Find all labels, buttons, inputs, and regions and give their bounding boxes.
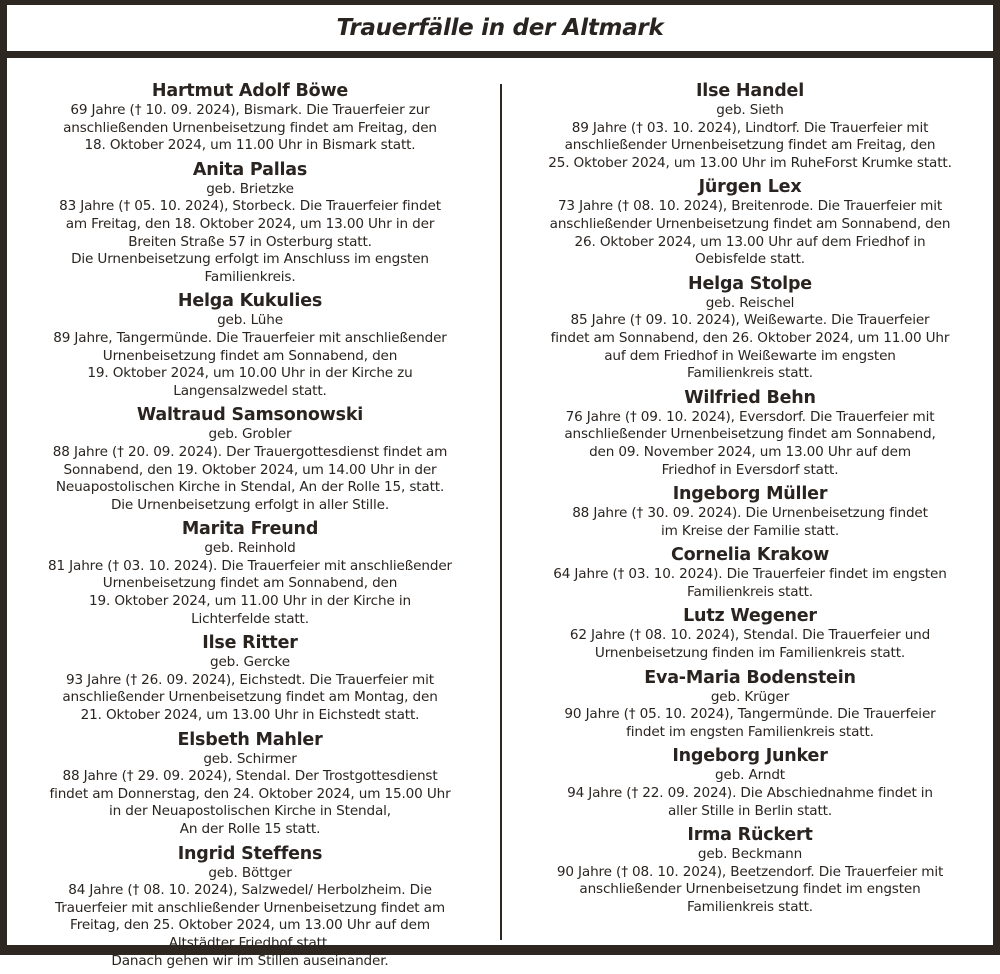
- obituary-entry: [507, 745, 993, 820]
- obituary-maiden-name: geb. Schirmer: [203, 750, 297, 767]
- obituary-entry: [507, 273, 993, 383]
- obituary-entry: [507, 824, 993, 916]
- obituary-text-line: Langensalzwedel statt.: [173, 382, 327, 399]
- obituary-entry: [7, 404, 493, 514]
- obituary-text-line: Urnenbeisetzung findet am Sonnabend, den: [102, 347, 398, 364]
- obituary-text-line: 88 Jahre († 20. 09. 2024). Der Trauergottesdienst findet am: [52, 443, 448, 460]
- obituary-name: Ilse Handel: [696, 81, 804, 101]
- obituary-name: Cornelia Krakow: [670, 545, 830, 566]
- page-title: Trauerfälle in der Altmark: [336, 15, 664, 41]
- obituary-maiden-name: geb. Grobler: [208, 426, 292, 443]
- obituary-text-line: 89 Jahre († 03. 10. 2024), Lindtorf. Die Trauerfeier mit: [571, 119, 929, 136]
- obituary-entry: [7, 159, 493, 287]
- obituary-text-line: Die Urnenbeisetzung erfolgt in aller Stille.: [110, 496, 390, 513]
- obituary-text-line: 83 Jahre († 05. 10. 2024), Storbeck. Die Trauerfeier findet: [59, 198, 441, 215]
- obituary-name: Wilfried Behn: [684, 387, 816, 408]
- obituary-text-line: 62 Jahre († 08. 10. 2024), Stendal. Die Trauerfeier und: [569, 627, 931, 644]
- obituary-text-line: anschließenden Urnenbeisetzung findet am Freitag, den: [63, 119, 437, 136]
- obituary-text-line: Familienkreis statt.: [687, 365, 813, 382]
- obituary-text-line: 94 Jahre († 22. 09. 2024). Die Abschiednahme findet in: [567, 785, 933, 802]
- obituary-maiden-name: geb. Reinhold: [204, 540, 296, 557]
- obituary-entry: [7, 290, 493, 400]
- obituary-maiden-name: geb. Böttger: [208, 864, 292, 881]
- obituary-text-line: anschließender Urnenbeisetzung findet am Sonnabend, den: [549, 215, 951, 232]
- obituary-maiden-name: geb. Arndt: [715, 767, 785, 784]
- obituary-panel: [7, 58, 993, 969]
- obituary-text-line: 69 Jahre († 10. 09. 2024), Bismark. Die Trauerfeier zur: [70, 102, 430, 118]
- obituary-text-line: 21. Oktober 2024, um 13.00 Uhr in Eichstedt statt.: [80, 707, 420, 724]
- obituary-text-line: Breiten Straße 57 in Osterburg statt.: [128, 233, 372, 250]
- obituary-text-line: 93 Jahre († 26. 09. 2024), Eichstedt. Die Trauerfeier mit: [66, 671, 434, 688]
- column-divider: [500, 84, 502, 940]
- obituary-text-line: Urnenbeisetzung findet am Sonnabend, den: [102, 575, 398, 592]
- obituary-text-line: im Kreise der Familie statt.: [660, 522, 840, 539]
- obituary-maiden-name: geb. Lühe: [217, 312, 283, 329]
- obituary-entry: [7, 843, 493, 971]
- obituary-text-line: Friedhof in Eversdorf statt.: [661, 461, 839, 478]
- obituary-text-line: 73 Jahre († 08. 10. 2024), Breitenrode. Die Trauerfeier mit: [557, 198, 943, 215]
- obituary-text-line: findet am Sonnabend, den 26. Oktober 2024, um 11.00 Uhr: [550, 329, 950, 346]
- obituary-text-line: anschließender Urnenbeisetzung findet am Freitag, den: [564, 137, 936, 154]
- obituary-name: Ingeborg Müller: [672, 484, 828, 505]
- obituary-text-line: 90 Jahre († 08. 10. 2024), Beetzendorf. Die Trauerfeier mit: [556, 863, 944, 880]
- obituary-entry: [507, 483, 993, 540]
- obituary-entry: [507, 667, 993, 742]
- obituary-text-line: Lichterfelde statt.: [191, 610, 309, 627]
- obituary-text-line: 90 Jahre († 05. 10. 2024), Tangermünde. Die Trauerfeier: [564, 706, 936, 723]
- obituary-text-line: 19. Oktober 2024, um 11.00 Uhr in der Kirche in: [89, 593, 411, 610]
- obituary-text-line: Familienkreis.: [204, 268, 296, 285]
- obituary-name: Jürgen Lex: [698, 177, 802, 198]
- obituary-text-line: 64 Jahre († 03. 10. 2024). Die Trauerfeier findet im engsten: [553, 566, 947, 583]
- obituary-text-line: Die Urnenbeisetzung erfolgt im Anschluss im engsten: [71, 251, 429, 268]
- obituary-text-line: 26. Oktober 2024, um 13.00 Uhr auf dem Friedhof in: [574, 233, 926, 250]
- obituary-name: Marita Freund: [181, 519, 319, 540]
- obituary-text-line: Neuapostolischen Kirche in Stendal, An der Rolle 15, statt.: [55, 479, 445, 496]
- obituary-maiden-name: geb. Gercke: [209, 654, 291, 671]
- obituary-text-line: 19. Oktober 2024, um 10.00 Uhr in der Kirche zu: [87, 365, 413, 382]
- obituary-text-line: aller Stille in Berlin statt.: [668, 802, 832, 819]
- obituary-entry: [507, 387, 993, 479]
- obituary-text-line: 89 Jahre, Tangermünde. Die Trauerfeier mit anschließender: [53, 329, 447, 346]
- obituary-text-line: 18. Oktober 2024, um 11.00 Uhr in Bismark statt.: [84, 137, 416, 154]
- obituary-text-line: am Freitag, den 18. Oktober 2024, um 13.00 Uhr in der: [65, 215, 435, 232]
- obituary-name: Waltraud Samsonowski: [136, 405, 364, 426]
- obituary-name: Helga Stolpe: [688, 273, 812, 294]
- obituary-name: Ingeborg Junker: [672, 746, 828, 767]
- obituary-name: Lutz Wegener: [683, 606, 817, 627]
- obituary-name: Ilse Ritter: [202, 633, 298, 654]
- obituary-maiden-name: geb. Krüger: [710, 688, 790, 705]
- obituary-name: Anita Pallas: [192, 159, 308, 180]
- obituary-text-line: An der Rolle 15 statt.: [179, 821, 321, 837]
- obituary-text-line: 88 Jahre († 29. 09. 2024), Stendal. Der Trostgottesdienst: [62, 768, 438, 785]
- obituary-text-line: Familienkreis statt.: [687, 583, 813, 600]
- obituary-entry: [507, 80, 993, 172]
- obituary-text-line: 84 Jahre († 08. 10. 2024), Salzwedel/ Herbolzheim. Die: [68, 882, 432, 899]
- obituary-text-line: Trauerfeier mit anschließender Urnenbeisetzung findet am: [55, 899, 445, 916]
- obituary-text-line: Danach gehen wir im Stillen auseinander.: [111, 952, 389, 969]
- obituary-name: Irma Rückert: [687, 825, 813, 846]
- right-column: [507, 80, 993, 921]
- obituary-maiden-name: geb. Sieth: [716, 102, 784, 118]
- obituary-text-line: in der Neuapostolischen Kirche in Stendal,: [109, 803, 391, 820]
- obituary-text-line: findet am Donnerstag, den 24. Oktober 2024, um 15.00 Uhr: [49, 785, 451, 802]
- obituary-entry: [507, 176, 993, 268]
- obituary-text-line: Altstädter Friedhof statt.: [168, 934, 332, 951]
- obituary-text-line: 81 Jahre († 03. 10. 2024). Die Trauerfeier mit anschließender: [48, 557, 452, 574]
- obituary-text-line: anschließender Urnenbeisetzung findet im engsten: [579, 881, 921, 898]
- obituary-text-line: den 09. November 2024, um 13.00 Uhr auf dem: [589, 443, 911, 460]
- obituary-text-line: 76 Jahre († 09. 10. 2024), Eversdorf. Die Trauerfeier mit: [565, 408, 935, 425]
- obituary-text-line: auf dem Friedhof in Weißewarte im engsten: [604, 347, 896, 364]
- obituary-entry: [7, 632, 493, 724]
- obituary-entry: [507, 544, 993, 601]
- obituary-entry: [7, 518, 493, 628]
- obituary-text-line: anschließender Urnenbeisetzung findet am Sonnabend,: [564, 426, 936, 443]
- obituary-text-line: Familienkreis statt.: [687, 899, 813, 915]
- obituary-maiden-name: geb. Brietzke: [206, 180, 294, 197]
- obituary-text-line: 25. Oktober 2024, um 13.00 Uhr im RuheForst Krumke statt.: [548, 154, 952, 171]
- left-column: [7, 80, 493, 974]
- obituary-name: Ingrid Steffens: [177, 843, 323, 864]
- obituary-entry: [507, 605, 993, 662]
- obituary-text-line: Oebisfelde statt.: [695, 251, 805, 268]
- obituary-name: Hartmut Adolf Böwe: [151, 81, 349, 101]
- obituary-maiden-name: geb. Reischel: [705, 294, 795, 311]
- obituary-text-line: Urnenbeisetzung finden im Familienkreis statt.: [594, 645, 906, 662]
- obituary-text-line: anschließender Urnenbeisetzung findet am Montag, den: [62, 689, 438, 706]
- obituary-name: Eva-Maria Bodenstein: [644, 667, 856, 688]
- obituary-text-line: 85 Jahre († 09. 10. 2024), Weißewarte. Die Trauerfeier: [570, 312, 930, 329]
- obituary-entry: [7, 729, 493, 839]
- obituary-maiden-name: geb. Beckmann: [697, 846, 803, 863]
- obituary-name: Elsbeth Mahler: [177, 729, 323, 750]
- header-bar: [7, 5, 993, 51]
- obituary-text-line: Freitag, den 25. Oktober 2024, um 13.00 Uhr auf dem: [70, 917, 430, 934]
- obituary-name: Helga Kukulies: [177, 291, 323, 312]
- obituary-entry: [7, 80, 493, 155]
- obituary-text-line: 88 Jahre († 30. 09. 2024). Die Urnenbeisetzung findet: [572, 505, 928, 522]
- obituary-text-line: findet im engsten Familienkreis statt.: [626, 723, 874, 740]
- obituary-text-line: Sonnabend, den 19. Oktober 2024, um 14.00 Uhr in der: [63, 461, 437, 478]
